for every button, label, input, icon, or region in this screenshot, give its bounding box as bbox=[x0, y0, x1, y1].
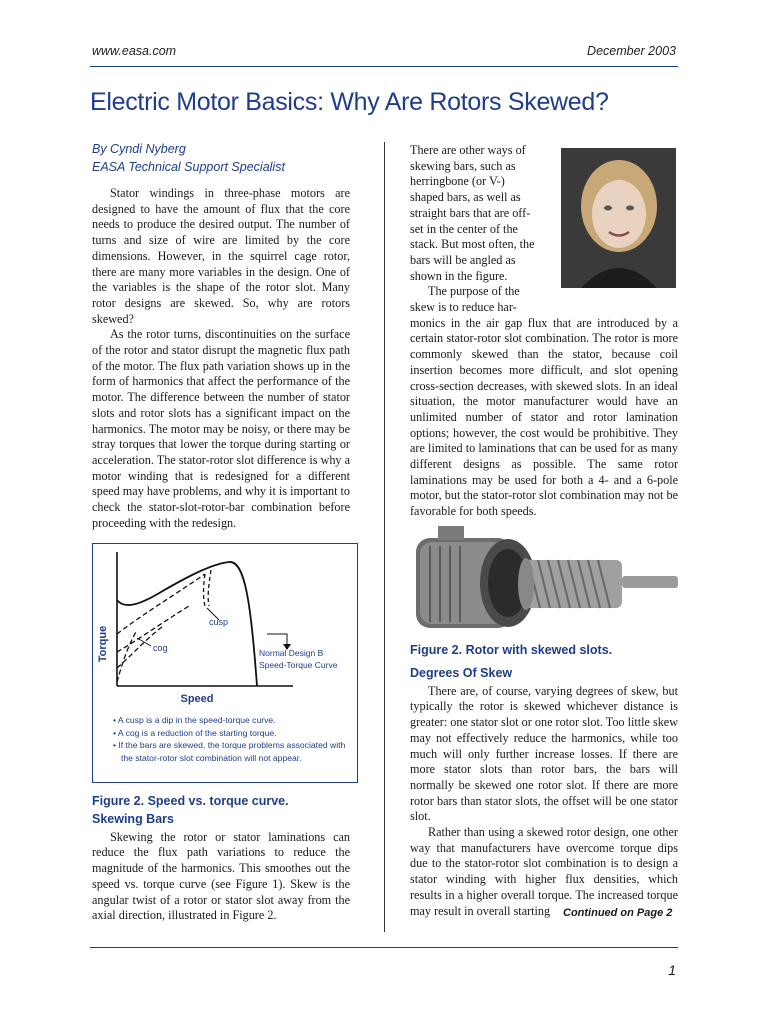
line: skew is to reduce har- bbox=[410, 300, 517, 315]
header-website: www.easa.com bbox=[92, 44, 177, 58]
paragraph: There are, of course, varying degrees of skew, but typically the rotor is skewed whichever distance is greater: one stator slot or one rotor slot. Too little skew may not effectively reduce the harmonics, while too much will only further increase losses. If there are more stator slots than rotor bars, the bars will normally be skewed one rotor slot. If there are more rotor bars than stator slots, the offset will be one stator slot. bbox=[410, 683, 679, 824]
cusp-dip bbox=[208, 570, 211, 606]
skewed-rotor-image bbox=[408, 512, 680, 640]
line: herringbone (or V-) bbox=[410, 174, 505, 189]
article-title: Electric Motor Basics: Why Are Rotors Skewed? bbox=[90, 88, 609, 116]
cog-pointer bbox=[137, 638, 151, 646]
byline bbox=[92, 140, 285, 176]
line: stack. But most often, the bbox=[410, 237, 535, 252]
left-column-text bbox=[92, 186, 350, 531]
line: There are other ways of bbox=[410, 143, 526, 157]
speed-axis-label: Speed bbox=[180, 693, 214, 705]
header-rule bbox=[90, 66, 678, 67]
dashed-curve bbox=[117, 574, 205, 634]
figure-note: • If the bars are skewed, the torque problems associated with the stator-rotor slot combination will not appear. bbox=[113, 740, 346, 763]
cog-label: cog bbox=[153, 643, 168, 653]
line: shaped bars, as well as bbox=[410, 190, 521, 205]
paragraph: Stator windings in three-phase motors are designed to have the amount of flux that the core needs to produce the desired output. The number of turns and size of wire are limited by the core dimensions. However, in the squirrel cage rotor, there are many more variables in the design. One of the variables is the shape of the rotor slot. Many rotor designs are skewed. So, why are rotors skewed? bbox=[92, 186, 350, 326]
line: set in the center of the bbox=[410, 221, 518, 236]
paragraph: Skewing the rotor or stator laminations can reduce the flux path variations to reduce the magnitude of the harmonics. This smoothes out the speed vs. torque curve (see Figure 1). Skew is the angular twist of a rotor or stator slot away from the axial direction, illustrated in Figure 2. bbox=[92, 829, 350, 923]
speed-torque-figure bbox=[92, 543, 358, 783]
line: straight bars that are off- bbox=[410, 205, 531, 220]
torque-axis-label: Torque bbox=[97, 625, 109, 663]
figure-note: • A cusp is a dip in the speed-torque curve. bbox=[113, 715, 276, 725]
byline-role: EASA Technical Support Specialist bbox=[92, 160, 285, 174]
line: skewing bars, such as bbox=[410, 158, 516, 173]
paragraph: monics in the air gap flux that are introduced by a certain stator-rotor slot combination. The rotor is more commonly skewed than the stator, because coil insertion becomes more difficult, and slot opening cross-section decreases, with skewed slots. In an ideal situation, the motor manufacturer would have an unlimited number of stator and rotor lamination options; however, the cost would be prohibitive. They are limited to laminations that can be used for as many different designs as possible. The same rotor laminations may be used for both a 4- and a 6-pole motor, but the stator-rotor slot combination may not be favorable for both speeds. bbox=[410, 315, 678, 519]
skewing-bars-section bbox=[92, 812, 350, 924]
curve-pointer bbox=[267, 634, 287, 648]
figure1-caption: Figure 2. Speed vs. torque curve. bbox=[92, 794, 289, 808]
figure-notes bbox=[113, 714, 353, 764]
normal-curve bbox=[117, 562, 257, 686]
cusp-dip bbox=[204, 574, 206, 606]
byline-author: By Cyndi Nyberg bbox=[92, 142, 186, 156]
figure-note: • A cog is a reduction of the starting torque. bbox=[113, 727, 277, 738]
page-number: 1 bbox=[668, 962, 676, 978]
dashed-curve bbox=[117, 630, 137, 682]
continued-link[interactable]: Continued on Page 2 bbox=[563, 907, 673, 919]
degrees-of-skew-heading: Degrees Of Skew bbox=[410, 666, 513, 680]
skewing-bars-heading: Skewing Bars bbox=[92, 812, 174, 826]
header-date: December 2003 bbox=[587, 44, 676, 58]
line: The purpose of the bbox=[428, 284, 520, 299]
cusp-label: cusp bbox=[209, 617, 229, 627]
paragraph: As the rotor turns, discontinuities on the surface of the rotor and stator disrupt the magnetic flux path of the motor. The flux path variation shows up in the form of harmonics that affect the performance of the motor. The difference between the number of stator slots and rotor slots has a significant impact on the harmonics. The motor may be noisy, or there may be stray torques that lower the torque during starting or acceleration. The stator-rotor slot difference is why a motor winding that is redesigned for a different speed may have problems, and why it is important to check the stator-slot-rotor-bar combination before proceeding with the redesign. bbox=[92, 327, 350, 530]
degrees-of-skew-section bbox=[410, 666, 678, 919]
footer-rule bbox=[90, 947, 678, 948]
curve-label-line2: Speed-Torque Curve bbox=[259, 660, 338, 670]
curve-label-line1: Normal Design B bbox=[259, 648, 324, 658]
column-divider bbox=[384, 142, 385, 932]
line: shown in the figure. bbox=[410, 268, 508, 283]
author-photo bbox=[561, 148, 676, 288]
line: bars will be angled as bbox=[410, 252, 516, 267]
figure2-caption: Figure 2. Rotor with skewed slots. bbox=[410, 643, 613, 657]
paragraph: Rather than using a skewed rotor design, one other way that manufacturers have overcome torque dips due to the stator-rotor slot combination is to design a stator winding with higher flux densities, which results in a higher overall torque. The increased torque may result in overall starting bbox=[410, 825, 678, 918]
